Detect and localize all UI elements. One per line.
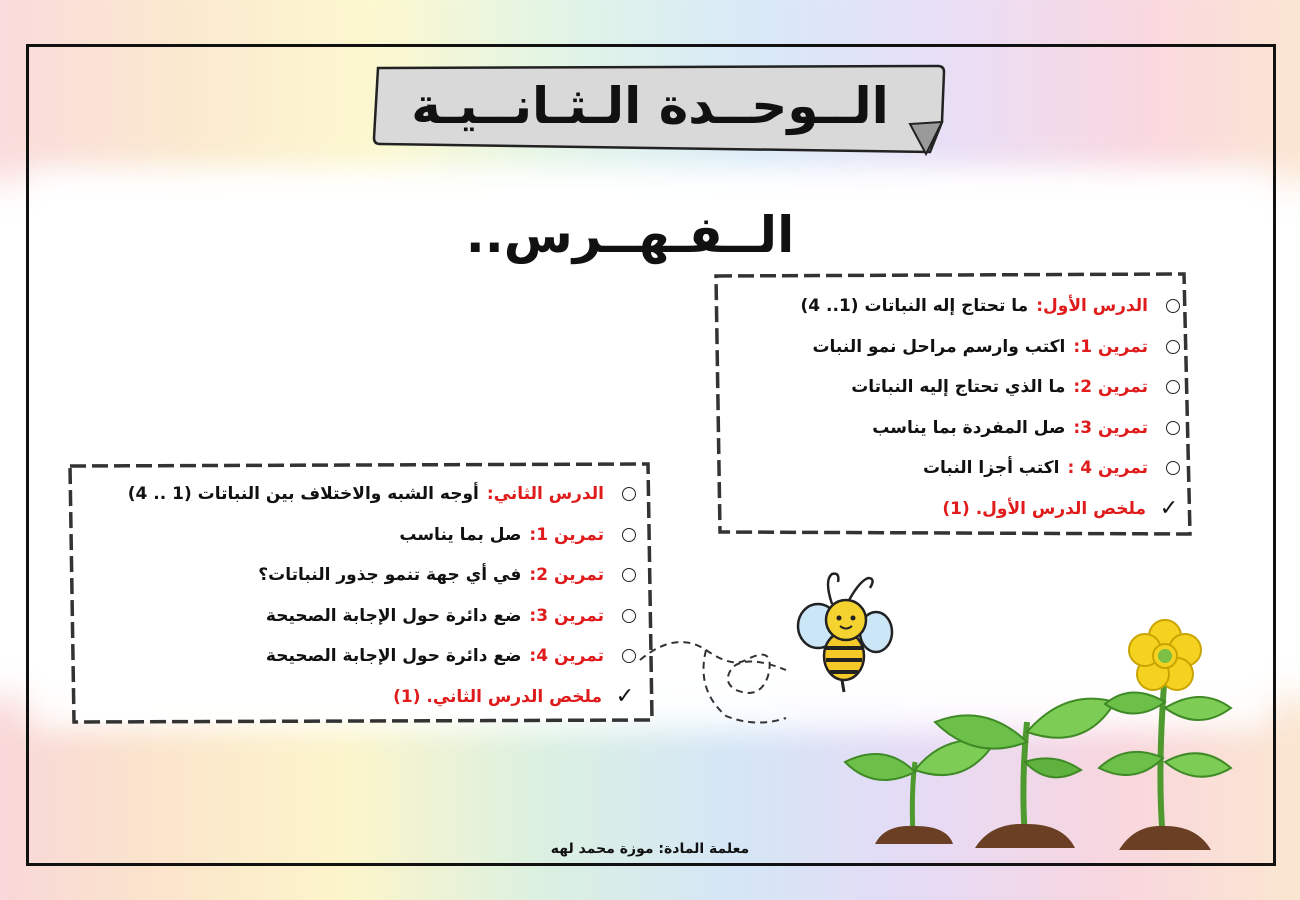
item-text: أوجه الشبه والاختلاف بين النباتات (1 .. 4) (127, 484, 479, 505)
list-item (720, 286, 1180, 327)
item-label: الدرس الأول: (1036, 296, 1148, 317)
item-label: تمرين 2: (1073, 377, 1148, 398)
circle-bullet-icon (622, 568, 636, 582)
item-text: صل المفردة بما يناسب (872, 417, 1066, 438)
lesson1-summary: ملخص الدرس الأول. (1) (942, 498, 1146, 519)
list-item (70, 555, 636, 596)
item-text: ما الذي تحتاج إليه النباتات (851, 377, 1066, 398)
summary-item (70, 677, 636, 718)
item-label: تمرين 4 : (1067, 458, 1148, 479)
unit-title: الــوحــدة الـثـانــيـة (411, 77, 889, 135)
growing-plants-icon (835, 612, 1235, 852)
lesson2-box (62, 458, 658, 728)
item-label: تمرين 1: (529, 524, 604, 545)
item-text: ضع دائرة حول الإجابة الصحيحة (265, 605, 522, 626)
list-item (720, 408, 1180, 449)
item-label: تمرين 4: (529, 646, 604, 667)
item-label: تمرين 3: (1073, 417, 1148, 438)
summary-item (720, 489, 1180, 530)
list-item (720, 367, 1180, 408)
teacher-credit: معلمة المادة: موزة محمد لهه (550, 841, 750, 857)
item-text: في أي جهة تنمو جذور النباتات؟ (258, 565, 522, 586)
lesson2-list (70, 474, 636, 717)
list-item (70, 474, 636, 515)
list-item (720, 327, 1180, 368)
item-text: اكتب وارسم مراحل نمو النبات (812, 336, 1066, 357)
item-label: تمرين 2: (529, 565, 604, 586)
check-icon: ✓ (615, 684, 635, 710)
lesson2-summary: ملخص الدرس الثاني. (1) (393, 686, 602, 707)
circle-bullet-icon (622, 609, 636, 623)
check-icon: ✓ (1159, 496, 1179, 522)
lesson1-list (720, 286, 1180, 529)
item-text: ما تحتاج إله النباتات (1.. 4) (800, 296, 1029, 317)
item-label: الدرس الثاني: (486, 484, 604, 505)
item-label: تمرين 1: (1073, 336, 1148, 357)
lesson1-box (706, 268, 1194, 540)
item-label: تمرين 3: (529, 605, 604, 626)
item-text: اكتب أجزا النبات (922, 458, 1060, 479)
list-item (70, 515, 636, 556)
circle-bullet-icon (622, 528, 636, 542)
list-item (720, 448, 1180, 489)
item-text: ضع دائرة حول الإجابة الصحيحة (265, 646, 522, 667)
circle-bullet-icon (1166, 299, 1180, 313)
circle-bullet-icon (1166, 421, 1180, 435)
index-title: الــفـهــرس.. (465, 206, 795, 264)
circle-bullet-icon (1166, 340, 1180, 354)
unit-title-banner (370, 62, 950, 156)
circle-bullet-icon (1166, 380, 1180, 394)
item-text: صل بما يناسب (399, 524, 522, 545)
circle-bullet-icon (622, 487, 636, 501)
circle-bullet-icon (622, 649, 636, 663)
list-item (70, 636, 636, 677)
list-item (70, 596, 636, 637)
circle-bullet-icon (1166, 461, 1180, 475)
